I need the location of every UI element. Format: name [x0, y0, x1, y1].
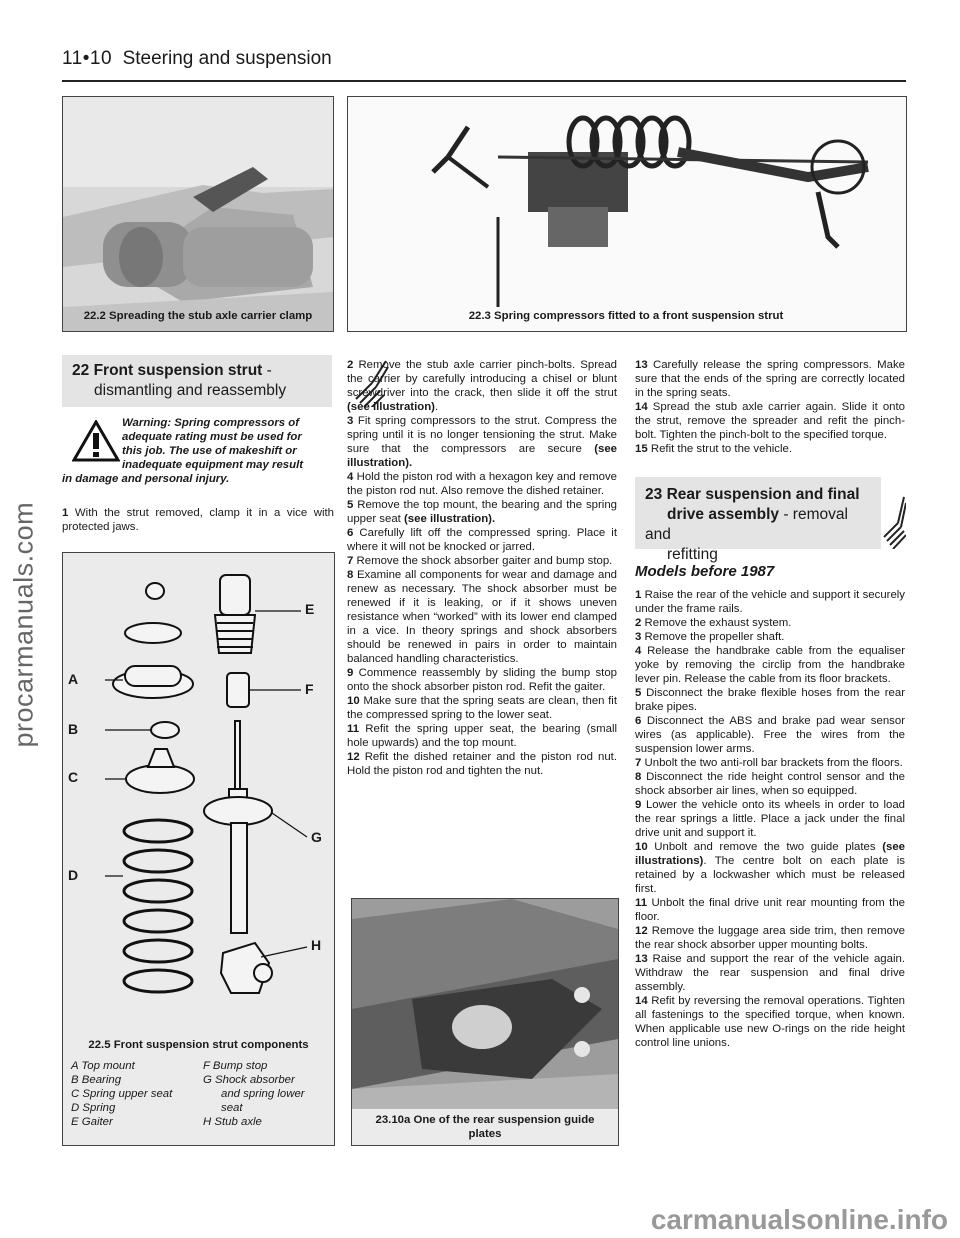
step-paragraph: 3 Remove the propeller shaft.	[635, 631, 785, 643]
guide-plate-photo	[352, 899, 618, 1109]
step-number: 7	[635, 757, 642, 769]
step-number: 3	[635, 631, 642, 643]
step-paragraph: 10 Unbolt and remove the two guide plates (see illustrations). The centre bolt on each plate is retained by a lockwasher which must be released first.	[635, 841, 905, 895]
step-number: 10	[635, 841, 648, 853]
section-23-title-rest: - removal and	[645, 506, 848, 543]
chapter-title: Steering and suspension	[122, 48, 332, 69]
illustration-reference: (see illustration).	[404, 513, 496, 525]
step-paragraph: 8 Examine all components for wear and damage and renew as necessary. The shock absorber must be renewed if it is leaking, or if it shows uneven resistance when “worked” with its lower end clamped in a vice. In theory springs and shock absorbers should be renewed in pairs in order to maintain balanced handling characteristics.	[347, 569, 617, 665]
label-f: F	[305, 681, 314, 697]
step-paragraph: 7 Remove the shock absorber gaiter and bump stop.	[347, 555, 613, 567]
step-number: 2	[635, 617, 642, 629]
step-number: 14	[635, 401, 648, 413]
step-number: 8	[347, 569, 354, 581]
page-number: 11•10	[62, 48, 113, 69]
strut-components-drawing	[63, 553, 334, 1043]
figure-22-5	[62, 552, 335, 1146]
bottom-watermark: carmanualsonline.info	[650, 1204, 948, 1235]
stub-axle-clamp-photo	[63, 97, 333, 331]
legend-right: F Bump stop G Shock absorber and spring lower seat H Stub axle	[203, 1060, 305, 1128]
step-paragraph: 13 Carefully release the spring compressors. Make sure that the ends of the spring are correctly located in the spring seats.	[635, 359, 905, 399]
step-paragraph: 5 Disconnect the brake flexible hoses from the rear brake pipes.	[635, 687, 905, 713]
section-22-heading	[62, 355, 332, 407]
section-title-bold: Front suspension strut	[93, 362, 263, 379]
step-paragraph: 4 Release the handbrake cable from the equaliser yoke by removing the circlip from the handbrake lever pin. Release the cable from its floor brackets.	[635, 645, 905, 685]
step-number: 5	[635, 687, 642, 699]
step-paragraph: 10 Make sure that the spring seats are clean, then fit the compressed spring to the lower seat.	[347, 695, 617, 721]
figure-22-3	[347, 96, 907, 332]
step-number: 3	[347, 415, 354, 427]
step-number: 11	[347, 723, 360, 735]
step-paragraph: 3 Fit spring compressors to the strut. Compress the spring until it is no longer tensioning the strut. Make sure that the compressors are secure (see illustration).	[347, 415, 618, 469]
spring-compressor-drawing	[348, 97, 906, 331]
label-c: C	[68, 769, 79, 785]
step-number: 4	[635, 645, 642, 657]
step-paragraph: 6 Carefully lift off the compressed spring. Place it where it will not be knocked or jarred.	[347, 527, 617, 553]
step-number: 10	[347, 695, 360, 707]
label-g: G	[311, 829, 322, 845]
caption-22-3: 22.3 Spring compressors fitted to a front suspension strut	[468, 310, 784, 322]
label-a: A	[68, 671, 79, 687]
legend-left: A Top mount B Bearing C Spring upper seat D Spring E Gaiter	[71, 1060, 173, 1128]
header-rule	[62, 80, 906, 82]
step-number: 11	[635, 897, 648, 909]
running-header	[62, 48, 332, 70]
step-number: 12	[347, 751, 360, 763]
step-number: 4	[347, 471, 354, 483]
section-23-title-bold2: drive assembly	[667, 506, 780, 523]
step-number: 5	[347, 499, 354, 511]
step-number: 6	[635, 715, 642, 727]
step-number: 1	[635, 589, 642, 601]
section-number: 22	[72, 362, 90, 379]
label-h: H	[311, 937, 322, 953]
warning-text-last: in damage and personal injury.	[62, 473, 230, 485]
section-title-rest: -	[262, 362, 272, 379]
label-b: B	[68, 721, 79, 737]
label-e: E	[305, 601, 315, 617]
section-title-line2: dismantling and reassembly	[94, 382, 287, 399]
caption-22-5: 22.5 Front suspension strut components	[88, 1039, 309, 1051]
illustration-reference: (see illustrations)	[635, 841, 905, 867]
step-number: 13	[635, 359, 648, 371]
section-number-23: 23	[645, 486, 663, 503]
section-23-title-bold: Rear suspension and final	[666, 486, 860, 503]
step-number: 7	[347, 555, 354, 567]
step-paragraph: 14 Spread the stub axle carrier again. Slide it onto the strut, remove the spreader and refit the pinch-bolt. Tighten the pinch-bolt to the specified torque.	[635, 401, 905, 441]
step-paragraph: 2 Remove the exhaust system.	[635, 617, 792, 629]
step-paragraph: 13 Raise and support the rear of the vehicle again. Withdraw the rear suspension and final drive assembly.	[635, 953, 905, 993]
section-23-steps-column	[635, 588, 905, 1050]
section-23-heading	[635, 477, 881, 563]
step-paragraph: 7 Unbolt the two anti-roll bar brackets from the floors.	[635, 757, 903, 769]
step-number: 14	[635, 995, 648, 1007]
label-d: D	[68, 867, 79, 883]
illustration-reference: (see illustration).	[347, 443, 617, 469]
section-22-steps-continued	[635, 358, 905, 456]
warning-triangle-icon	[72, 420, 120, 462]
section-23-title-line3: refitting	[667, 546, 718, 563]
step-paragraph: 11 Refit the spring upper seat, the bearing (small hole upwards) and the top mount.	[347, 723, 618, 749]
difficulty-spanner-icon-23	[880, 477, 906, 549]
caption-23-10a: 23.10a One of the rear suspension guide plates	[375, 1114, 595, 1140]
figure-22-2	[62, 96, 334, 332]
models-before-1987-heading: Models before 1987	[635, 563, 775, 580]
step-number: 8	[635, 771, 642, 783]
warning-text: Warning: Spring compressors of adequate rating must be used for this job. The use of makeshift or inadequate equipment may result	[122, 417, 304, 471]
step-paragraph: 2 Remove the stub axle carrier pinch-bolts. Spread the carrier by carefully introducing a chisel or blunt screwdriver into the crack, then slide it off the strut (see illustration).	[347, 359, 617, 413]
step-paragraph: 14 Refit by reversing the removal operations. Tighten all fastenings to the specified torque, when known. When applicable use new O-rings on the ride height control line unions.	[635, 995, 906, 1049]
step-paragraph: 12 Remove the luggage area side trim, then remove the rear shock absorber upper mounting bolts.	[635, 925, 905, 951]
step-number: 2	[347, 359, 354, 371]
section-22-steps-column	[347, 358, 617, 778]
step-number: 12	[635, 925, 648, 937]
step-number: 6	[347, 527, 354, 539]
step-paragraph: 8 Disconnect the ride height control sensor and the shock absorber air lines, when so equipped.	[635, 771, 905, 797]
step-paragraph: 15 Refit the strut to the vehicle.	[635, 443, 793, 455]
section-22-step-1: 1 With the strut removed, clamp it in a vice with protected jaws.	[62, 507, 334, 533]
step-number: 13	[635, 953, 648, 965]
step-paragraph: 1 Raise the rear of the vehicle and support it securely under the frame rails.	[635, 589, 906, 615]
side-watermark: procarmanuals.com	[8, 501, 39, 748]
step-number: 9	[347, 667, 354, 679]
step-paragraph: 12 Refit the dished retainer and the piston rod nut. Hold the piston rod and tighten the nut.	[347, 751, 617, 777]
step-paragraph: 5 Remove the top mount, the bearing and the spring upper seat (see illustration).	[347, 499, 618, 525]
step-paragraph: 4 Hold the piston rod with a hexagon key and remove the piston rod nut. Also remove the dished retainer.	[347, 471, 617, 497]
figure-23-10a	[351, 898, 619, 1146]
illustration-reference: (see illustration)	[347, 401, 435, 413]
step-paragraph: 9 Commence reassembly by sliding the bump stop onto the shock absorber piston rod. Refit the gaiter.	[347, 667, 617, 693]
step-paragraph: 11 Unbolt the final drive unit rear mounting from the floor.	[635, 897, 905, 923]
step-number: 15	[635, 443, 648, 455]
caption-22-2: 22.2 Spreading the stub axle carrier clamp	[83, 310, 313, 322]
step-number: 9	[635, 799, 642, 811]
step-paragraph: 6 Disconnect the ABS and brake pad wear sensor wires (as applicable). Free the wires from the suspension lower arms.	[635, 715, 905, 755]
step-paragraph: 9 Lower the vehicle onto its wheels in order to load the rear springs a little. Place a jack under the final drive unit and support it.	[635, 799, 905, 839]
